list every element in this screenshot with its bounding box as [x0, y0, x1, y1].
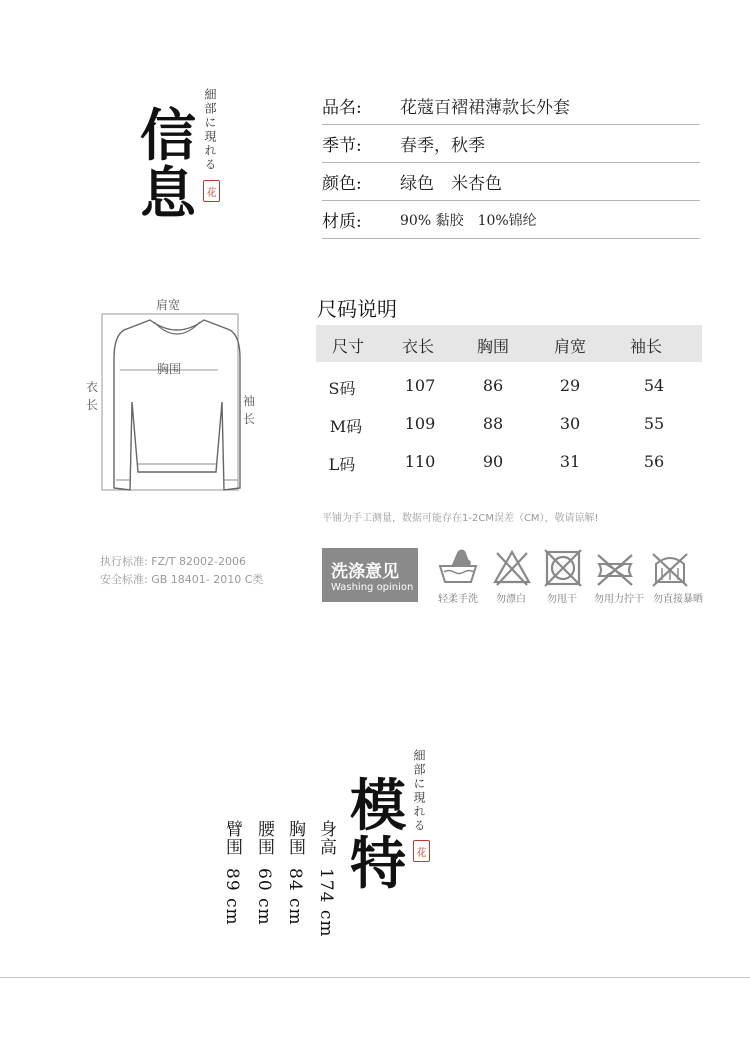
size-row-l-length: 110 — [404, 452, 436, 471]
size-row-s-chest: 86 — [482, 376, 504, 395]
model-seal — [413, 840, 430, 862]
size-header-shoulder: 肩宽 — [553, 337, 586, 356]
no-bleach-caption: 勿漂白 — [496, 594, 526, 605]
size-row-m-chest: 88 — [482, 414, 504, 433]
model-arm — [220, 820, 245, 926]
info-title-char-2: 息 — [140, 161, 196, 227]
info-title-char-1: 信 — [140, 103, 196, 169]
model-height — [314, 820, 339, 938]
diagram-length-char-1: 衣 — [86, 380, 99, 394]
size-chart-title: 尺码说明 — [317, 297, 397, 321]
size-row-s-label: S码 — [328, 379, 356, 398]
diagram-sleeve-char-2: 长 — [243, 412, 256, 426]
diagram-sleeve-label — [243, 392, 255, 428]
product-material-value: 90% 黏胶 10%锦纶 — [400, 212, 537, 229]
model-arm-label: 臂围 — [222, 820, 242, 856]
no-direct-sun-caption: 勿直接暴晒 — [653, 594, 703, 605]
product-color-label: 颜色: — [322, 174, 362, 194]
product-material-label: 材质: — [322, 212, 362, 232]
diagram-length-char-2: 长 — [86, 398, 99, 412]
model-waist — [252, 820, 277, 926]
product-row-name — [322, 87, 700, 125]
washing-subtitle: Washing opinion — [331, 582, 414, 593]
size-row-m-shoulder: 30 — [559, 414, 581, 433]
size-row-s-length: 107 — [404, 376, 436, 395]
size-header-length: 衣长 — [401, 337, 434, 356]
model-title-char-1: 模 — [350, 773, 406, 839]
washing-badge — [322, 548, 418, 602]
model-bust-value: 84 cm — [285, 868, 305, 926]
diagram-sleeve-char-1: 袖 — [243, 394, 256, 408]
size-header-sleeve: 袖长 — [629, 337, 662, 356]
product-row-material — [322, 201, 700, 239]
standard-safety: 安全标准: GB 18401- 2010 C类 — [100, 573, 264, 586]
hand-wash-icon — [438, 546, 478, 586]
model-height-value: 174 cm — [316, 868, 336, 938]
size-row-m-sleeve: 55 — [643, 414, 665, 433]
size-row-m-length: 109 — [404, 414, 436, 433]
size-row-s-shoulder: 29 — [559, 376, 581, 395]
info-subtitle: 細部に現れる — [203, 88, 217, 172]
diagram-shoulder-label: 肩宽 — [156, 298, 181, 312]
size-row-l-chest: 90 — [482, 452, 504, 471]
no-wring-icon — [595, 550, 635, 590]
no-bleach-icon — [492, 548, 532, 588]
size-row-l-label: L码 — [328, 455, 356, 474]
info-seal — [203, 180, 220, 202]
model-title-char-2: 特 — [350, 831, 406, 897]
model-waist-value: 60 cm — [254, 868, 274, 926]
model-arm-value: 89 cm — [222, 868, 242, 926]
model-waist-label: 腰围 — [254, 820, 274, 856]
diagram-chest-label: 胸围 — [157, 362, 182, 376]
model-height-label: 身高 — [316, 820, 336, 856]
info-heading — [140, 103, 196, 227]
product-name-label: 品名: — [322, 98, 362, 118]
size-header-chest: 胸围 — [476, 337, 509, 356]
diagram-length-label — [86, 378, 98, 414]
washing-title: 洗涤意见 — [331, 562, 399, 582]
no-wring-caption: 勿用力拧干 — [594, 594, 644, 605]
no-tumble-dry-caption: 勿甩干 — [547, 594, 577, 605]
product-name-value: 花蔻百褶裙薄款长外套 — [400, 98, 570, 118]
size-row-l-sleeve: 56 — [643, 452, 665, 471]
size-row-l-shoulder: 31 — [559, 452, 581, 471]
hand-wash-caption: 轻柔手洗 — [438, 594, 478, 605]
model-seal-text: 花 — [416, 847, 427, 859]
bottom-divider — [0, 977, 750, 978]
standard-execution: 执行标准: FZ/T 82002-2006 — [100, 555, 246, 568]
size-chart-note: 平铺为手工测量，数据可能存在1-2CM误差（CM），敬请谅解! — [322, 513, 599, 524]
size-row-s-sleeve: 54 — [643, 376, 665, 395]
model-heading — [350, 773, 406, 897]
product-season-label: 季节: — [322, 136, 362, 156]
product-row-season — [322, 125, 700, 163]
no-direct-sun-icon — [650, 548, 690, 588]
size-header-size: 尺寸 — [331, 337, 364, 356]
info-seal-text: 花 — [206, 187, 217, 199]
product-color-value: 绿色 米杏色 — [400, 174, 502, 194]
model-bust-label: 胸围 — [285, 820, 305, 856]
no-tumble-dry-icon — [543, 548, 583, 588]
product-season-value: 春季，秋季 — [400, 136, 485, 156]
model-bust — [283, 820, 308, 926]
product-row-color — [322, 163, 700, 201]
model-subtitle: 細部に現れる — [412, 749, 426, 833]
size-row-m-label: M码 — [329, 417, 363, 436]
